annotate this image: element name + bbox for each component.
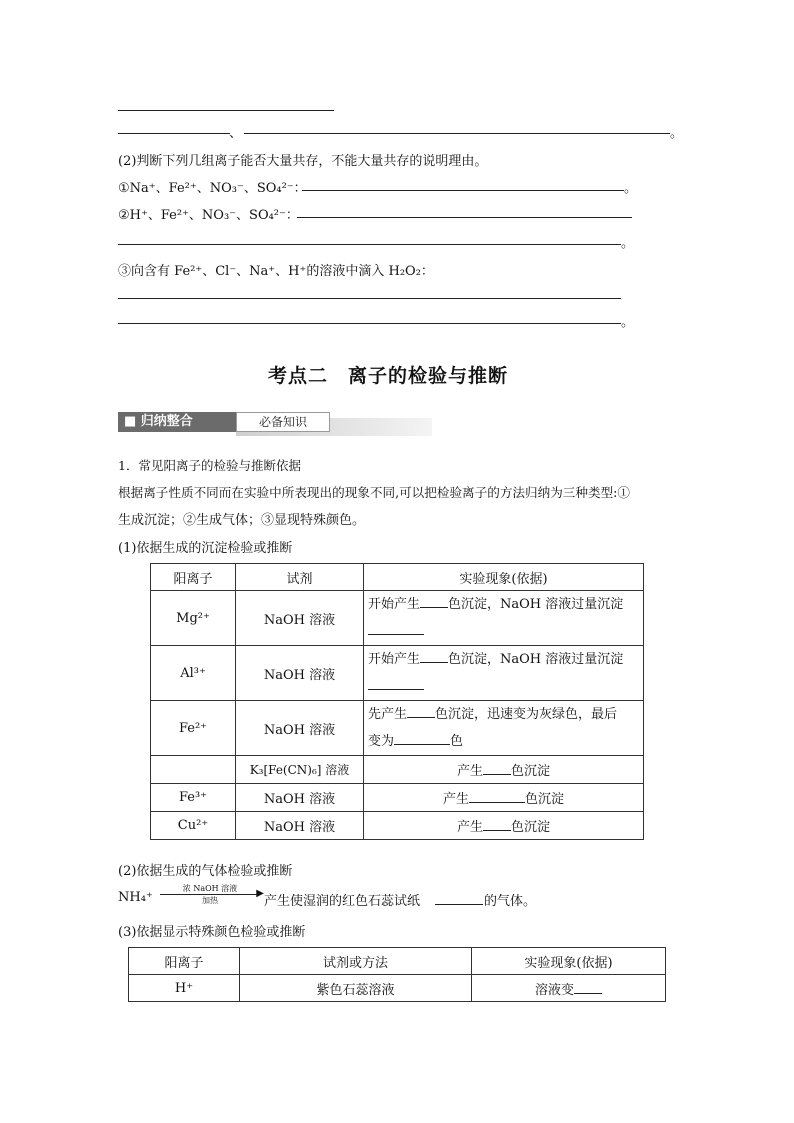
period: 。: [621, 315, 635, 330]
answer-blank[interactable]: [368, 620, 424, 635]
phenomenon-cell: 产生 色沉淀: [364, 756, 644, 784]
answer-blank[interactable]: [574, 979, 602, 994]
question-2-1-prefix: ①Na⁺、Fe²⁺、NO₃⁻、SO₄²⁻：: [118, 181, 307, 196]
ion-cell: Mg²⁺: [151, 591, 236, 646]
answer-blank[interactable]: [483, 816, 511, 831]
question-2-3-prefix: ③向含有 Fe²⁺、Cl⁻、Na⁺、H⁺的溶液中滴入 H₂O₂：: [118, 264, 434, 279]
table-header: 试剂或方法: [240, 948, 472, 975]
answer-line[interactable]: [118, 133, 230, 134]
item-1-heading: 1．常见阳离子的检验与推断依据: [118, 458, 301, 473]
table-row: [151, 701, 644, 756]
reagent-cell: 紫色石蕊溶液: [240, 975, 472, 1002]
section-title: 考点二 离子的检验与推断: [268, 365, 509, 387]
answer-blank[interactable]: [420, 648, 448, 663]
table-header: 实验现象(依据): [472, 948, 666, 975]
reagent-cell: NaOH 溶液: [236, 646, 364, 701]
answer-line[interactable]: [244, 133, 670, 134]
arrow-head-icon: ▶: [256, 888, 264, 899]
answer-line[interactable]: [302, 190, 624, 191]
table-header: 试剂: [236, 564, 364, 591]
ion-cell: Fe²⁺: [151, 701, 236, 756]
answer-blank[interactable]: [394, 730, 450, 745]
answer-blank[interactable]: [368, 675, 424, 690]
answer-blank[interactable]: [420, 593, 448, 608]
table-row: [151, 756, 644, 784]
arrow-condition-top: 浓 NaOH 溶液: [182, 884, 238, 893]
period: 。: [670, 126, 684, 141]
table-header: 实验现象(依据): [364, 564, 644, 591]
table-row: [151, 784, 644, 812]
reagent-cell: NaOH 溶液: [236, 701, 364, 756]
phenomenon-cell: 先产生 色沉淀，迅速变为灰绿色，最后 变为 色: [364, 701, 644, 756]
table-row: [129, 975, 666, 1002]
banner-summary-label: ■ 归纳整合: [118, 412, 238, 432]
arrow-condition-bottom: 加热: [202, 896, 218, 905]
reaction-arrow: [160, 884, 264, 905]
answer-blank[interactable]: [469, 788, 525, 803]
phenomenon-cell: 开始产生 色沉淀，NaOH 溶液过量沉淀: [364, 591, 644, 646]
paragraph-line-2: 生成沉淀；②生成气体；③显现特殊颜色。: [118, 513, 366, 528]
answer-blank[interactable]: [407, 703, 435, 718]
answer-line[interactable]: [118, 298, 621, 299]
answer-line[interactable]: [118, 323, 621, 324]
ion-cell: Al³⁺: [151, 646, 236, 701]
banner-required-knowledge: 必备知识: [236, 412, 330, 432]
ammonium-ion: NH₄⁺: [118, 890, 153, 905]
ion-cell: [151, 756, 236, 784]
question-2-heading: (2)判断下列几组离子能否大量共存，不能大量共存的说明理由。: [118, 154, 488, 169]
table-header: 阳离子: [151, 564, 236, 591]
period: 。: [624, 181, 638, 196]
gas-test-end: 的气体。: [484, 894, 537, 909]
answer-line[interactable]: [297, 217, 632, 218]
separator-comma: 、: [229, 126, 243, 141]
gas-test-text: 产生使湿润的红色石蕊试纸: [264, 894, 421, 909]
answer-line[interactable]: [118, 244, 621, 245]
phenomenon-cell: 产生 色沉淀: [364, 784, 644, 812]
paragraph-line-1: 根据离子性质不同而在实验中所表现出的现象不同,可以把检验离子的方法归纳为三种类型:①: [118, 485, 630, 500]
ion-cell: H⁺: [129, 975, 240, 1002]
reagent-cell: NaOH 溶液: [236, 591, 364, 646]
phenomenon-cell: 开始产生 色沉淀，NaOH 溶液过量沉淀: [364, 646, 644, 701]
table-row: [151, 591, 644, 646]
subsection-3-heading: (3)依据显示特殊颜色检验或推断: [118, 925, 306, 940]
ion-cell: Cu²⁺: [151, 812, 236, 840]
cation-precipitate-table: [150, 563, 644, 840]
answer-line[interactable]: [118, 110, 334, 111]
reagent-cell: NaOH 溶液: [236, 812, 364, 840]
reagent-cell: K₃[Fe(CN)₆] 溶液: [236, 756, 364, 784]
phenomenon-cell: 溶液变: [472, 975, 666, 1002]
question-2-2-prefix: ②H⁺、Fe²⁺、NO₃⁻、SO₄²⁻：: [118, 208, 299, 223]
table-row: [151, 646, 644, 701]
period: 。: [621, 236, 635, 251]
subsection-1-heading: (1)依据生成的沉淀检验或推断: [118, 541, 293, 556]
answer-blank[interactable]: [435, 904, 483, 905]
answer-blank[interactable]: [483, 760, 511, 775]
phenomenon-cell: 产生 色沉淀: [364, 812, 644, 840]
cation-color-table: [128, 947, 666, 1002]
reagent-cell: NaOH 溶液: [236, 784, 364, 812]
subsection-2-heading: (2)依据生成的气体检验或推断: [118, 864, 293, 879]
ion-cell: Fe³⁺: [151, 784, 236, 812]
table-header: 阳离子: [129, 948, 240, 975]
table-row: [151, 812, 644, 840]
